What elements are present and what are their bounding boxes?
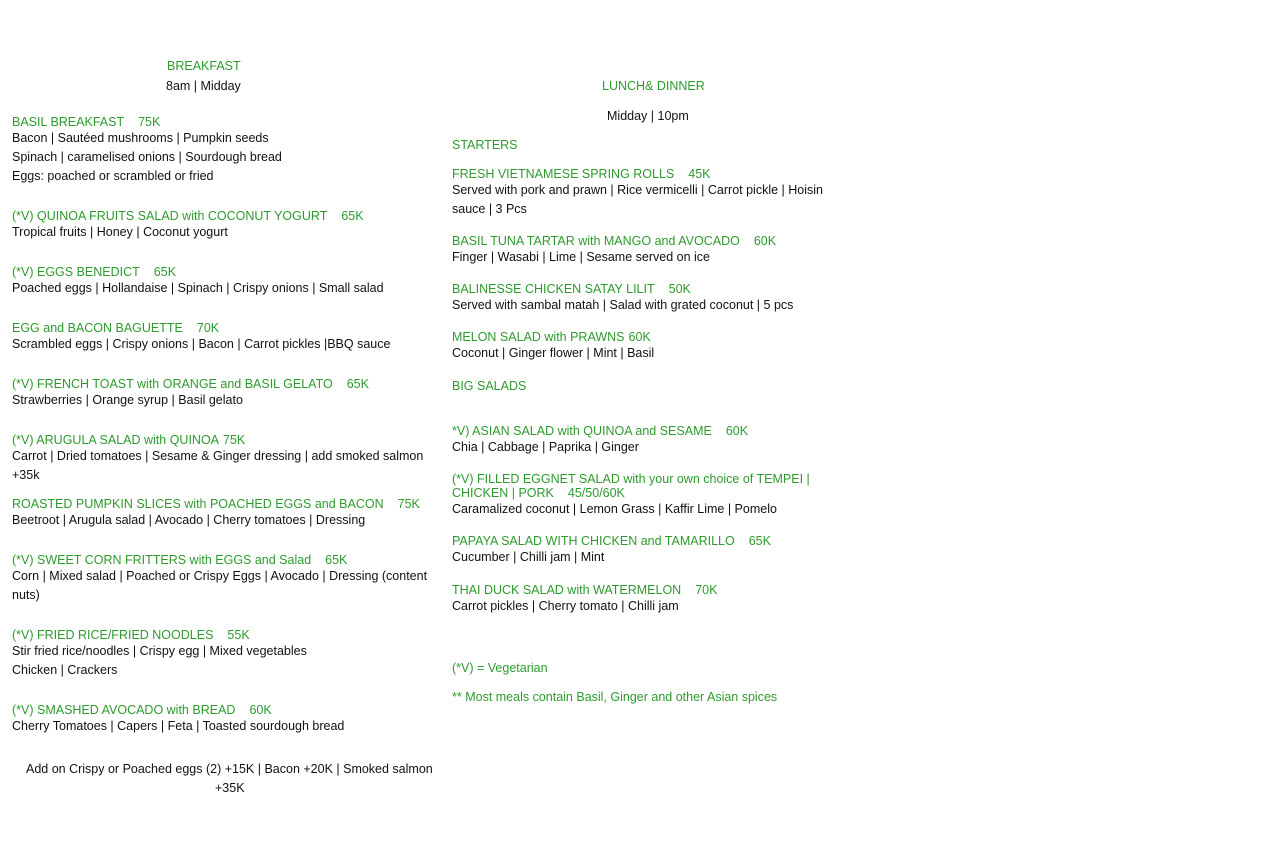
menu-item-egg-bacon-baguette: EGG and BACON BAGUETTE 70K Scrambled eggs | Crispy onions | Bacon | Carrot pickles |BBQ sauce [12,321,391,351]
menu-item-roasted-pumpkin: ROASTED PUMPKIN SLICES with POACHED EGGS and BACON 75K Beetroot | Arugula salad | Avocado | Cherry tomatoes | Dressing [12,497,420,527]
starters-heading: STARTERS [452,138,518,152]
menu-item-melon-salad: MELON SALAD with PRAWNS 60K Coconut | Ginger flower | Mint | Basil [452,330,655,360]
menu-item-smashed-avocado: (*V) SMASHED AVOCADO with BREAD 60K Cherry Tomatoes | Capers | Feta | Toasted sourdough bread [12,703,345,733]
big-salads-heading: BIG SALADS [452,379,527,393]
menu-item-tuna-tartar: BASIL TUNA TARTAR with MANGO and AVOCADO 60K Finger | Wasabi | Lime | Sesame served on ice [452,234,777,264]
lunch-hours: Midday | 10pm [607,109,689,123]
menu-item-basil-breakfast: BASIL BREAKFAST 75K Bacon | Sautéed mushrooms | Pumpkin seeds Spinach | caramelised onions | Sourdough bread Eggs: poached or scrambled or fried [12,115,282,183]
menu-item-chicken-satay: BALINESSE CHICKEN SATAY LILIT 50K Served with sambal matah | Salad with grated coconut | 5 pcs [452,282,794,312]
breakfast-addon-note: Add on Crispy or Poached eggs (2) +15K | Bacon +20K | Smoked salmon +35K [26,762,433,795]
menu-item-asian-salad: *V) ASIAN SALAD with QUINOA and SESAME 60K Chia | Cabbage | Paprika | Ginger [452,424,749,454]
lunch-title: LUNCH& DINNER [602,79,705,93]
breakfast-title: BREAKFAST [167,59,241,73]
menu-item-quinoa-fruits-salad: (*V) QUINOA FRUITS SALAD with COCONUT YOGURT 65K Tropical fruits | Honey | Coconut yogurt [12,209,364,239]
menu-item-eggs-benedict: (*V) EGGS BENEDICT 65K Poached eggs | Hollandaise | Spinach | Crispy onions | Small salad [12,265,384,295]
menu-item-arugula-salad: (*V) ARUGULA SALAD with QUINOA 75K Carrot | Dried tomatoes | Sesame & Ginger dressing | add smoked salmon +35k [12,433,424,482]
menu-item-papaya-salad: PAPAYA SALAD WITH CHICKEN and TAMARILLO 65K Cucumber | Chilli jam | Mint [452,534,771,564]
menu-item-spring-rolls: FRESH VIETNAMESE SPRING ROLLS 45K Served with pork and prawn | Rice vermicelli | Carrot pickle | Hoisin sauce | 3 Pcs [452,167,823,216]
spices-note: ** Most meals contain Basil, Ginger and other Asian spices [452,690,778,704]
menu-item-eggnet-salad: (*V) FILLED EGGNET SALAD with your own choice of TEMPEI | CHICKEN | PORK 45/50/60K Caramalized coconut | Lemon Grass | Kaffir Lime | Pomelo [452,472,810,516]
menu-item-fried-rice-noodles: (*V) FRIED RICE/FRIED NOODLES 55K Stir fried rice/noodles | Crispy egg | Mixed vegetables Chicken | Crackers [12,628,307,677]
menu-item-thai-duck-salad: THAI DUCK SALAD with WATERMELON 70K Carrot pickles | Cherry tomato | Chilli jam [452,583,718,613]
menu-item-french-toast: (*V) FRENCH TOAST with ORANGE and BASIL GELATO 65K Strawberries | Orange syrup | Basil gelato [12,377,369,407]
vegetarian-note: (*V) = Vegetarian [452,661,548,675]
menu-item-sweet-corn-fritters: (*V) SWEET CORN FRITTERS with EGGS and Salad 65K Corn | Mixed salad | Poached or Crispy Eggs | Avocado | Dressing (content nuts) [12,553,428,602]
breakfast-hours: 8am | Midday [166,79,241,93]
